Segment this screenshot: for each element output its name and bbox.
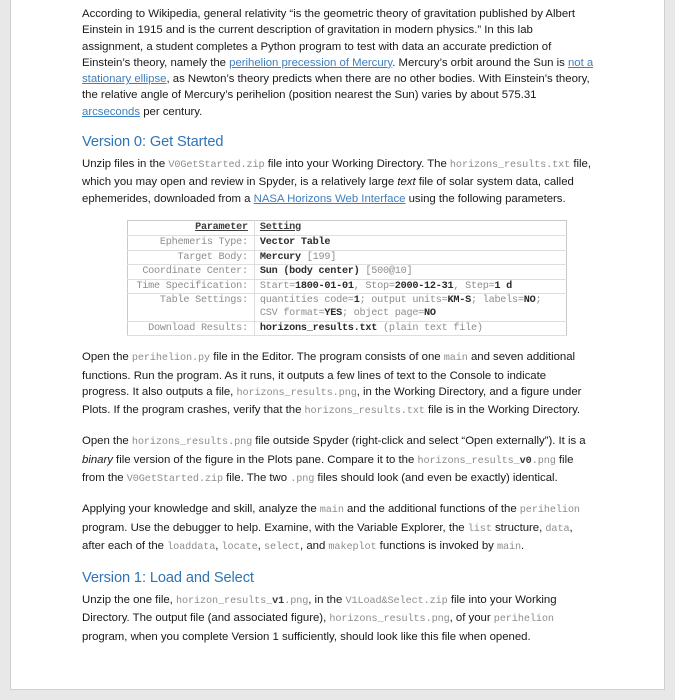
table-row: [128, 294, 567, 322]
inline-code-emphasis: v0: [519, 455, 532, 467]
text-run: , in the: [308, 594, 346, 607]
inline-code: .png: [284, 596, 309, 608]
text-run: file version of the figure in the Plots pane. Compare it to the: [112, 453, 418, 466]
inline-code: perihelion: [519, 505, 580, 517]
setting-text: quantities code=: [259, 295, 354, 306]
setting-value: KM-S: [447, 295, 471, 306]
text-run: file from the: [82, 453, 574, 484]
inline-code: V1Load&Select.zip: [345, 596, 448, 608]
inline-code: perihelion.py: [131, 353, 211, 365]
setting-text: ; object page=: [341, 308, 425, 320]
inline-code: horizons_results.png: [329, 614, 450, 626]
text-run: , and: [300, 539, 329, 552]
parameters-table: [127, 220, 567, 336]
text-run: . Mercury’s orbit around the Sun is: [392, 56, 568, 69]
inline-code: horizons_results.txt: [449, 160, 571, 172]
inline-code: main: [496, 541, 522, 553]
text-run: ,: [257, 539, 264, 552]
paragraph-intro: [82, 6, 594, 120]
text-run: , as Newton’s theory predicts when there are no other bodies. With Einstein’s theory, the relative angle of Mercury’s perihelion (position nearest the Sun) varies by about 575.31: [82, 73, 590, 102]
table-cell-setting: [254, 265, 566, 279]
text-run: structure,: [491, 521, 546, 534]
text-run: file, which you may open and review in Spyder, is a relatively large: [82, 158, 591, 189]
inline-code: horizon_results_: [175, 596, 273, 608]
table-cell-setting: [254, 294, 566, 322]
text-run: ,: [215, 539, 222, 552]
heading-version-1: Version 1: Load and Select: [82, 570, 254, 587]
hyperlink[interactable]: NASA Horizons Web Interface: [253, 192, 406, 205]
hyperlink[interactable]: not a stationary ellipse: [82, 56, 594, 86]
table-cell-setting: [254, 250, 566, 264]
setting-value: 2000-12-31: [394, 280, 454, 292]
text-run: , of your: [449, 612, 494, 625]
text-run: .: [521, 539, 525, 552]
text-run: and the additional functions of the: [343, 503, 520, 516]
text-run: program, when you complete Version 1 sufficiently, should look like this file when opened.: [82, 630, 531, 643]
text-run: per century.: [140, 105, 203, 118]
heading-version-0: Version 0: Get Started: [82, 134, 224, 151]
table-cell-setting: [254, 236, 566, 250]
inline-code: horizons_results.png: [131, 437, 253, 449]
table-cell-parameter: Target Body:: [128, 250, 255, 264]
text-run: Unzip the one file,: [82, 594, 176, 607]
inline-code: makeplot: [328, 541, 377, 553]
table-row: [128, 279, 567, 293]
paragraph-open-png: [82, 433, 594, 488]
setting-value: YES: [324, 308, 342, 320]
text-run: According to Wikipedia, general relativity “is the geometric theory of gravitation published by Albert Einstein in 1915 and is the current description of gravitation in modern physics.” In this lab assignment, a student completes a Python program to test with data an accurate prediction of Einstein’s theory, namely the: [82, 8, 576, 69]
table-row: [128, 236, 567, 250]
setting-text: ; output units=: [359, 295, 448, 306]
text-run: and seven additional functions. Run the program. As it runs, it outputs a few lines of text to the Console to indicate progress. It also outputs a file,: [82, 351, 576, 398]
inline-code: locate: [221, 541, 258, 553]
document-content: [82, 6, 594, 658]
setting-text: ; labels=: [470, 295, 524, 306]
setting-value: Mercury: [259, 251, 301, 263]
inline-code: main: [443, 353, 468, 365]
inline-code: .png: [531, 455, 556, 467]
emphasis-text: text: [397, 176, 416, 189]
setting-text: , Stop=: [353, 280, 395, 292]
setting-value: NO: [523, 295, 536, 306]
inline-code: loaddata: [167, 541, 216, 553]
text-run: , in the Working Directory, and a figure under Plots. If the program crashes, verify that the: [82, 385, 582, 417]
setting-text: (plain text file): [377, 322, 483, 334]
table-row: [128, 321, 567, 335]
text-run: Unzip files in the: [82, 158, 169, 171]
inline-code-emphasis: v1: [272, 596, 285, 608]
table-header-parameter: Parameter: [195, 221, 248, 233]
table-cell-setting: [254, 279, 566, 293]
inline-code: horizons_results_: [417, 455, 520, 467]
table-cell-parameter: Download Results:: [128, 321, 255, 335]
text-run: Open the: [82, 351, 132, 364]
text-run: file is in the Working Directory.: [424, 404, 581, 417]
text-run: file in the Editor. The program consists of one: [210, 351, 444, 364]
inline-code: horizons_results.png: [236, 387, 357, 399]
paragraph-apply-knowledge: [82, 501, 594, 556]
text-run: file outside Spyder (right-click and select “Open externally”). It is a: [252, 435, 586, 448]
inline-code: main: [319, 505, 344, 517]
inline-code: select: [263, 541, 301, 553]
inline-code: list: [467, 523, 492, 535]
document-page: [10, 0, 665, 690]
table-cell-setting: [254, 321, 566, 335]
text-run: file. The two: [222, 472, 291, 484]
setting-text: ; CSV format=: [259, 295, 542, 320]
setting-text: [500@10]: [359, 266, 413, 278]
table-cell-parameter: Ephemeris Type:: [128, 236, 255, 250]
setting-text: Start=: [259, 280, 296, 292]
setting-value: horizons_results.txt: [259, 322, 378, 334]
inline-code: horizons_results.txt: [304, 406, 425, 418]
setting-value: 1800-01-01: [295, 280, 354, 292]
setting-value: NO: [424, 308, 436, 320]
text-run: file into your Working Directory. The output file (and associated figure),: [82, 594, 557, 625]
text-run: program. Use the debugger to help. Examine, with the Variable Explorer, the: [82, 521, 468, 534]
table-header-row: [128, 220, 567, 235]
setting-value: 1 d: [494, 280, 513, 292]
inline-code: V0GetStarted.zip: [168, 160, 265, 172]
text-run: file into your Working Directory. The: [264, 158, 450, 171]
table-cell-parameter: Table Settings:: [128, 294, 255, 322]
text-run: functions is invoked by: [376, 539, 497, 552]
table-cell-parameter: Time Specification:: [128, 279, 255, 293]
inline-code: data: [545, 523, 570, 535]
inline-code: perihelion: [493, 614, 554, 626]
inline-code: V0GetStarted.zip: [126, 474, 223, 485]
table-cell-parameter: Coordinate Center:: [128, 265, 255, 279]
inline-code: .png: [290, 474, 315, 485]
text-run: , after each of the: [82, 521, 573, 552]
text-run: files should look (and even be exactly) identical.: [314, 472, 558, 484]
table-header-setting: Setting: [254, 220, 566, 235]
setting-text: [199]: [300, 251, 337, 263]
text-run: using the following parameters.: [405, 192, 566, 205]
hyperlink[interactable]: arcseconds: [82, 105, 141, 118]
text-run: file of solar system data, called ephemerides, downloaded from a: [82, 176, 574, 205]
paragraph-unzip-v1: [82, 592, 594, 645]
setting-value: Vector Table: [259, 237, 331, 249]
emphasis-text: binary: [82, 453, 113, 466]
parameters-table-body: [128, 220, 567, 335]
table-row: [128, 250, 567, 264]
setting-value: 1: [353, 295, 360, 306]
setting-text: , Step=: [453, 280, 495, 292]
table-row: [128, 265, 567, 279]
hyperlink[interactable]: perihelion precession of Mercury: [229, 56, 393, 69]
setting-value: Sun (body center): [259, 266, 360, 278]
text-run: Applying your knowledge and skill, analyze the: [82, 503, 320, 516]
paragraph-open-perihelion: [82, 349, 594, 420]
paragraph-unzip-v0: [82, 156, 594, 207]
text-run: Open the: [82, 435, 132, 448]
